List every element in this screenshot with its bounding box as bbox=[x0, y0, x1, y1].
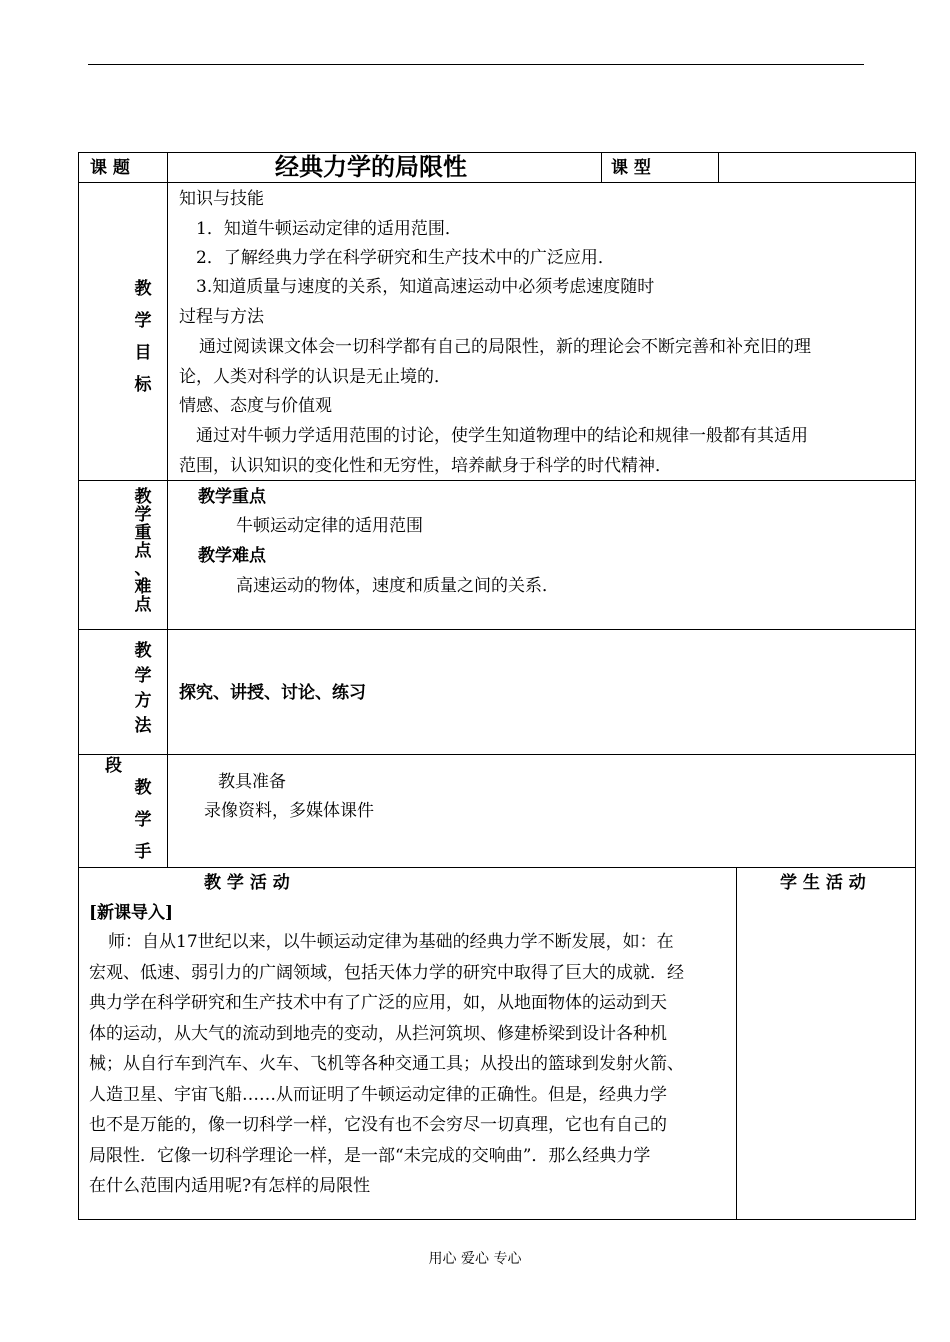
row-divider bbox=[78, 182, 916, 183]
methods-text: 探究、讲授、讨论、练习 bbox=[179, 683, 366, 703]
activity-column-divider bbox=[736, 867, 737, 1220]
difficult-point-heading: 教学难点 bbox=[198, 546, 266, 566]
topic-label: 课 题 bbox=[90, 158, 130, 178]
page-title: 经典力学的局限性 bbox=[275, 152, 467, 181]
intro-line: 体的运动，从大气的流动到地壳的变动，从拦河筑坝、修建桥梁到设计各种机 bbox=[89, 1023, 667, 1044]
row-divider bbox=[78, 629, 916, 630]
means-heading: 教具准备 bbox=[218, 772, 286, 792]
means-label: 教 学 手 bbox=[134, 778, 152, 862]
teacher-activity-header: 教 学 活 动 bbox=[204, 873, 290, 893]
knowledge-heading: 知识与技能 bbox=[179, 189, 264, 209]
header-divider bbox=[601, 152, 602, 182]
knowledge-item: 3.知道质量与速度的关系，知道高速运动中必须考虑速度随时 bbox=[196, 277, 655, 297]
emotion-heading: 情感、态度与价值观 bbox=[179, 396, 332, 416]
row-divider bbox=[78, 867, 916, 868]
key-point-text: 牛顿运动定律的适用范围 bbox=[236, 516, 423, 536]
process-heading: 过程与方法 bbox=[179, 307, 264, 327]
key-point-heading: 教学重点 bbox=[198, 487, 266, 507]
intro-line: 也不是万能的，像一切科学一样，它没有也不会穷尽一切真理，它也有自己的 bbox=[89, 1115, 667, 1135]
process-text: 通过阅读课文体会一切科学都有自己的局限性，新的理论会不断完善和补充旧的理 bbox=[199, 337, 811, 357]
row-divider bbox=[78, 480, 916, 481]
intro-line: 局限性．它像一切科学理论一样，是一部“未完成的交响曲”．那么经典力学 bbox=[89, 1145, 651, 1166]
intro-line: 宏观、低速、弱引力的广阔领域，包括天体力学的研究中取得了巨大的成就．经 bbox=[89, 962, 684, 983]
means-label-top: 段 bbox=[105, 756, 122, 776]
knowledge-item: 2．了解经典力学在科学研究和生产技术中的广泛应用． bbox=[196, 248, 615, 268]
emotion-text: 范围，认识知识的变化性和无穷性，培养献身于科学的时代精神． bbox=[179, 456, 672, 476]
header-rule bbox=[88, 64, 864, 65]
methods-label: 教 学 方 法 bbox=[134, 641, 152, 736]
objectives-label: 教 学 目 标 bbox=[134, 279, 152, 395]
intro-line: 械；从自行车到汽车、火车、飞机等各种交通工具；从投出的篮球到发射火箭、 bbox=[89, 1054, 684, 1074]
section-title: [新课导入] bbox=[89, 903, 174, 923]
key-points-label: 教 学 重 点 、 难 点 bbox=[134, 487, 152, 615]
label-column-divider bbox=[167, 152, 168, 867]
emotion-text: 通过对牛顿力学适用范围的讨论，使学生知道物理中的结论和规律一般都有其适用 bbox=[196, 426, 808, 446]
header-divider bbox=[718, 152, 719, 182]
means-text: 录像资料，多媒体课件 bbox=[204, 801, 374, 821]
row-divider bbox=[78, 754, 916, 755]
student-activity-header: 学 生 活 动 bbox=[780, 873, 866, 893]
intro-paragraph bbox=[89, 927, 727, 1202]
process-text: 论，人类对科学的认识是无止境的． bbox=[179, 367, 451, 387]
page-footer: 用心 爱心 专心 bbox=[428, 1251, 522, 1267]
type-label: 课 型 bbox=[611, 158, 651, 178]
knowledge-item: 1．知道牛顿运动定律的适用范围． bbox=[196, 219, 462, 239]
difficult-point-text: 高速运动的物体，速度和质量之间的关系． bbox=[236, 576, 559, 596]
intro-line: 典力学在科学研究和生产技术中有了广泛的应用，如，从地面物体的运动到天 bbox=[89, 993, 667, 1013]
intro-line: 师：自从17世纪以来，以牛顿运动定律为基础的经典力学不断发展，如：在 bbox=[108, 932, 674, 952]
intro-line: 人造卫星、宇宙飞船……从而证明了牛顿运动定律的正确性。但是，经典力学 bbox=[89, 1084, 667, 1105]
intro-line: 在什么范围内适用呢?有怎样的局限性 bbox=[89, 1176, 371, 1196]
